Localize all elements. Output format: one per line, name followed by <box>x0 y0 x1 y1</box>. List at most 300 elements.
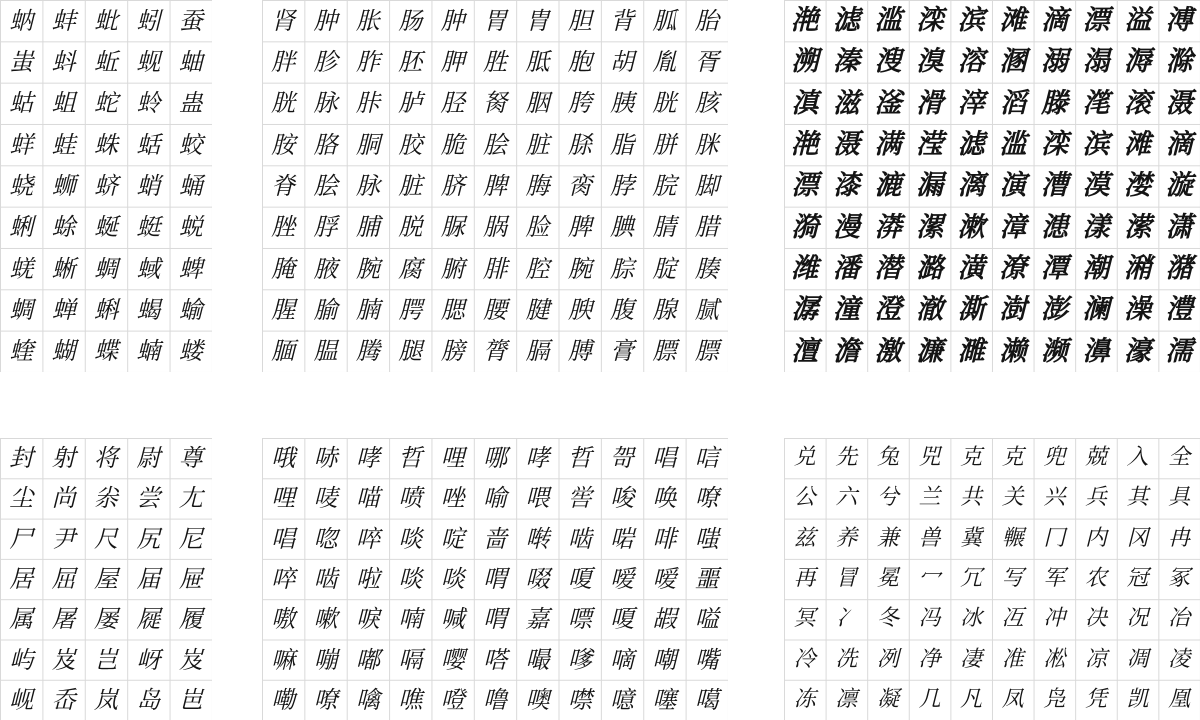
character-cell: 岚 <box>93 685 118 714</box>
character-cell: 滩 <box>999 5 1027 37</box>
character-cell: 胳 <box>313 130 338 159</box>
character-cell: 膂 <box>482 337 507 366</box>
character-cell: 尊 <box>178 444 203 473</box>
character-cell: 嘲 <box>652 645 677 674</box>
character-cell: 背 <box>610 6 635 35</box>
character-cell: 兴 <box>1043 485 1066 511</box>
character-cell: 滟 <box>791 5 819 37</box>
character-cell: 屈 <box>51 565 76 594</box>
character-cell: 凰 <box>1168 686 1191 712</box>
character-cell: 腹 <box>610 295 635 324</box>
character-cell: 滗 <box>1082 87 1110 119</box>
handwriting-sheet-water <box>784 0 1200 372</box>
character-cell: 内 <box>1084 525 1107 551</box>
character-cell: 腴 <box>567 295 592 324</box>
character-cell: 滤 <box>832 5 860 37</box>
character-cell: 履 <box>178 605 203 634</box>
character-cell: 腽 <box>313 337 338 366</box>
character-cell: 蛘 <box>9 130 34 159</box>
character-cell: 腕 <box>355 254 380 283</box>
character-cell: 蝼 <box>178 337 203 366</box>
character-cell: 冲 <box>1043 606 1066 632</box>
character-cell: 蚌 <box>51 6 76 35</box>
character-cell: 胚 <box>398 47 423 76</box>
character-cell: 膀 <box>440 337 465 366</box>
character-cell: 屿 <box>9 645 34 674</box>
character-cell: 唤 <box>652 484 677 513</box>
character-cell: 尻 <box>136 524 161 553</box>
character-cell: 滤 <box>957 129 985 161</box>
character-cell: 冥 <box>793 606 816 632</box>
character-cell: 胰 <box>610 89 635 118</box>
character-cell: 喂 <box>525 484 550 513</box>
character-cell: 蜕 <box>178 213 203 242</box>
character-cell: 溥 <box>1165 5 1193 37</box>
character-cell: 凡 <box>960 686 983 712</box>
character-cell: 蜓 <box>136 213 161 242</box>
character-cell: 漂 <box>791 170 819 202</box>
character-cell: 蜊 <box>9 213 34 242</box>
character-cell: 嗽 <box>313 605 338 634</box>
character-cell: 克 <box>960 445 983 471</box>
character-cell: 喟 <box>482 605 507 634</box>
character-cell: 滥 <box>874 5 902 37</box>
character-cell: 蛇 <box>93 89 118 118</box>
character-cell: 岌 <box>51 645 76 674</box>
character-cell: 脱 <box>398 213 423 242</box>
character-cell: 哲 <box>567 444 592 473</box>
character-cell: 潞 <box>916 253 944 285</box>
character-cell: 冢 <box>1168 566 1191 592</box>
character-cell: 脾 <box>482 171 507 200</box>
character-cell: 哲 <box>398 444 423 473</box>
character-cell: 蛆 <box>51 89 76 118</box>
character-cell: 六 <box>835 485 858 511</box>
character-cell: 公 <box>793 485 816 511</box>
character-cell: 腑 <box>440 254 465 283</box>
character-cell: 岌 <box>178 645 203 674</box>
character-cell: 哦 <box>271 444 296 473</box>
character-cell: 胴 <box>355 130 380 159</box>
character-cell: 腚 <box>652 254 677 283</box>
character-cell: 啖 <box>398 524 423 553</box>
character-cell: 冉 <box>1168 525 1191 551</box>
character-cell: 溺 <box>1040 46 1068 78</box>
character-cell: 唑 <box>440 484 465 513</box>
character-cell: 漏 <box>916 170 944 202</box>
character-cell: 岙 <box>51 685 76 714</box>
character-cell: 啖 <box>398 565 423 594</box>
character-cell: 澶 <box>791 335 819 367</box>
character-cell: 兵 <box>1084 485 1107 511</box>
character-cell: 胙 <box>355 47 380 76</box>
character-cell: 嘹 <box>313 685 338 714</box>
character-cell: 冰 <box>960 606 983 632</box>
character-cell: 其 <box>1126 485 1149 511</box>
character-cell: 漂 <box>1082 5 1110 37</box>
character-cell: 滠 <box>1165 87 1193 119</box>
character-cell: 蛲 <box>9 171 34 200</box>
character-cell: 溯 <box>791 46 819 78</box>
character-cell: 澧 <box>1165 294 1193 326</box>
character-cell: 唿 <box>313 524 338 553</box>
character-cell: 蝉 <box>51 295 76 324</box>
character-cell: 几 <box>918 686 941 712</box>
character-cell: 噻 <box>652 685 677 714</box>
character-cell: 屣 <box>136 605 161 634</box>
character-cell: 嘌 <box>567 605 592 634</box>
character-cell: 胝 <box>525 47 550 76</box>
character-cell: 喵 <box>355 484 380 513</box>
character-cell: 漩 <box>1165 170 1193 202</box>
character-cell: 冂 <box>1043 525 1066 551</box>
character-cell: 漕 <box>1040 170 1068 202</box>
character-cell: 军 <box>1043 566 1066 592</box>
character-cell: 凋 <box>1126 646 1149 672</box>
character-cell: 胀 <box>355 6 380 35</box>
character-cell: 嘏 <box>652 605 677 634</box>
character-cell: 哧 <box>313 444 338 473</box>
character-cell: 腌 <box>271 254 296 283</box>
character-cell: 滥 <box>999 129 1027 161</box>
character-cell: 腺 <box>652 295 677 324</box>
handwriting-sheet-misc <box>784 438 1200 720</box>
character-cell: 澎 <box>1040 294 1068 326</box>
character-cell: 嘣 <box>313 645 338 674</box>
character-cell: 嘞 <box>271 685 296 714</box>
character-cell: 唁 <box>694 444 719 473</box>
character-cell: 胡 <box>610 47 635 76</box>
character-cell: 腭 <box>398 295 423 324</box>
character-cell: 滏 <box>874 87 902 119</box>
character-cell: 溷 <box>999 46 1027 78</box>
character-cell: 澈 <box>916 294 944 326</box>
character-cell: 尸 <box>9 524 34 553</box>
character-cell: 脚 <box>694 171 719 200</box>
character-cell: 嗳 <box>652 565 677 594</box>
character-cell: 滓 <box>957 87 985 119</box>
character-cell: 蚍 <box>93 6 118 35</box>
character-cell: 兮 <box>876 485 899 511</box>
character-cell: 冽 <box>876 646 899 672</box>
character-cell: 胺 <box>271 130 296 159</box>
character-cell: 噔 <box>440 685 465 714</box>
character-cell: 胫 <box>440 89 465 118</box>
character-cell: 膘 <box>652 337 677 366</box>
character-cell: 腾 <box>355 337 380 366</box>
character-cell: 岜 <box>178 685 203 714</box>
character-cell: 哮 <box>355 444 380 473</box>
character-cell: 蛄 <box>9 89 34 118</box>
character-cell: 屠 <box>51 605 76 634</box>
character-cell: 岂 <box>93 645 118 674</box>
character-cell: 演 <box>999 170 1027 202</box>
character-cell: 冱 <box>1001 606 1024 632</box>
character-cell: 濂 <box>916 335 944 367</box>
character-cell: 啮 <box>313 565 338 594</box>
character-cell: 蜩 <box>93 254 118 283</box>
character-cell: 潲 <box>1124 253 1152 285</box>
character-cell: 蜥 <box>51 254 76 283</box>
character-cell: 兢 <box>1084 445 1107 471</box>
character-cell: 腐 <box>398 254 423 283</box>
character-cell: 漤 <box>1124 170 1152 202</box>
character-cell: 潮 <box>1082 253 1110 285</box>
character-cell: 写 <box>1001 566 1024 592</box>
character-cell: 兑 <box>793 445 816 471</box>
handwriting-sheet-mouth <box>262 438 728 720</box>
character-cell: 脆 <box>440 130 465 159</box>
character-cell: 漉 <box>874 170 902 202</box>
character-cell: 凛 <box>835 686 858 712</box>
character-cell: 射 <box>51 444 76 473</box>
character-cell: 蛳 <box>51 171 76 200</box>
character-cell: 澜 <box>1082 294 1110 326</box>
character-cell: 冫 <box>835 606 858 632</box>
character-cell: 尉 <box>136 444 161 473</box>
character-cell: 嗄 <box>567 565 592 594</box>
character-cell: 脶 <box>482 213 507 242</box>
character-cell: 胍 <box>652 6 677 35</box>
character-cell: 胤 <box>652 47 677 76</box>
character-cell: 蛸 <box>136 171 161 200</box>
character-cell: 滦 <box>1040 129 1068 161</box>
character-cell: 腱 <box>525 295 550 324</box>
character-cell: 蛛 <box>93 130 118 159</box>
character-cell: 啱 <box>610 524 635 553</box>
character-cell: 滋 <box>832 87 860 119</box>
character-cell: 澍 <box>999 294 1027 326</box>
character-cell: 啦 <box>355 565 380 594</box>
character-cell: 滨 <box>1082 129 1110 161</box>
character-cell: 满 <box>874 129 902 161</box>
character-cell: 噙 <box>355 685 380 714</box>
character-cell: 尺 <box>93 524 118 553</box>
character-cell: 兔 <box>876 445 899 471</box>
character-cell: 膘 <box>694 337 719 366</box>
character-cell: 养 <box>835 525 858 551</box>
character-cell: 溱 <box>832 46 860 78</box>
character-cell: 嘴 <box>694 645 719 674</box>
character-cell: 噤 <box>567 685 592 714</box>
character-cell: 啭 <box>525 524 550 553</box>
character-cell: 胱 <box>271 89 296 118</box>
character-cell: 漳 <box>999 211 1027 243</box>
character-cell: 嘟 <box>355 645 380 674</box>
character-cell: 滨 <box>957 5 985 37</box>
character-cell: 冠 <box>1126 566 1149 592</box>
character-cell: 胥 <box>694 47 719 76</box>
character-cell: 脏 <box>525 130 550 159</box>
character-cell: 漫 <box>832 211 860 243</box>
character-cell: 克 <box>1001 445 1024 471</box>
character-cell: 腓 <box>482 254 507 283</box>
character-cell: 尹 <box>51 524 76 553</box>
character-cell: 濡 <box>1165 335 1193 367</box>
character-cell: 脊 <box>271 171 296 200</box>
character-cell: 澡 <box>1124 294 1152 326</box>
character-cell: 蚩 <box>9 47 34 76</box>
character-cell: 冖 <box>918 566 941 592</box>
handwriting-sheet-roof <box>0 438 212 720</box>
character-cell: 兼 <box>876 525 899 551</box>
character-cell: 肿 <box>313 6 338 35</box>
character-cell: 脐 <box>440 171 465 200</box>
character-cell: 唱 <box>271 524 296 553</box>
character-cell: 冒 <box>835 566 858 592</box>
character-cell: 嗤 <box>694 524 719 553</box>
character-cell: 滦 <box>916 5 944 37</box>
character-cell: 冈 <box>1126 525 1149 551</box>
character-cell: 濑 <box>999 335 1027 367</box>
character-cell: 蛉 <box>136 89 161 118</box>
character-cell: 漯 <box>916 211 944 243</box>
character-cell: 唆 <box>610 484 635 513</box>
character-cell: 腊 <box>694 213 719 242</box>
character-cell: 蜍 <box>51 213 76 242</box>
handwriting-sheet-body <box>262 0 728 372</box>
character-cell: 届 <box>136 565 161 594</box>
character-cell: 滕 <box>1040 87 1068 119</box>
character-cell: 肿 <box>440 6 465 35</box>
character-cell: 腰 <box>482 295 507 324</box>
character-cell: 关 <box>1001 485 1024 511</box>
character-cell: 尜 <box>93 484 118 513</box>
character-cell: 岘 <box>9 685 34 714</box>
character-cell: 啡 <box>652 524 677 553</box>
character-cell: 噶 <box>694 685 719 714</box>
character-cell: 蛊 <box>178 89 203 118</box>
character-cell: 脞 <box>271 213 296 242</box>
character-cell: 滟 <box>791 129 819 161</box>
character-cell: 嗒 <box>482 645 507 674</box>
character-cell: 胲 <box>694 89 719 118</box>
character-cell: 冗 <box>960 566 983 592</box>
character-cell: 胱 <box>652 89 677 118</box>
character-cell: 尝 <box>136 484 161 513</box>
character-cell: 唱 <box>652 444 677 473</box>
character-cell: 蝻 <box>136 337 161 366</box>
character-cell: 胶 <box>398 130 423 159</box>
character-cell: 喃 <box>398 605 423 634</box>
character-cell: 脢 <box>525 171 550 200</box>
character-cell: 胼 <box>652 130 677 159</box>
character-cell: 兕 <box>918 445 941 471</box>
character-cell: 腮 <box>440 295 465 324</box>
character-cell: 哪 <box>482 444 507 473</box>
character-cell: 胖 <box>271 47 296 76</box>
character-cell: 喷 <box>398 484 423 513</box>
character-cell: 漓 <box>957 170 985 202</box>
character-cell: 溲 <box>874 46 902 78</box>
character-cell: 蜣 <box>9 254 34 283</box>
character-cell: 濞 <box>1082 335 1110 367</box>
character-cell: 凄 <box>960 646 983 672</box>
character-cell: 濉 <box>957 335 985 367</box>
character-cell: 蛹 <box>178 171 203 200</box>
character-cell: 胞 <box>567 47 592 76</box>
character-cell: 腧 <box>313 295 338 324</box>
character-cell: 脍 <box>313 171 338 200</box>
character-cell: 腔 <box>525 254 550 283</box>
character-cell: 脲 <box>440 213 465 242</box>
character-cell: 岛 <box>136 685 161 714</box>
character-cell: 胜 <box>482 47 507 76</box>
character-cell: 哿 <box>610 444 635 473</box>
character-cell: 蜩 <box>9 295 34 324</box>
character-cell: 冼 <box>835 646 858 672</box>
character-cell: 腆 <box>610 213 635 242</box>
character-cell: 蜮 <box>136 254 161 283</box>
character-cell: 潦 <box>999 253 1027 285</box>
character-cell: 蚓 <box>136 6 161 35</box>
character-cell: 蚕 <box>178 6 203 35</box>
character-cell: 蝓 <box>178 295 203 324</box>
character-cell: 冻 <box>793 686 816 712</box>
character-cell: 肠 <box>398 6 423 35</box>
character-cell: 先 <box>835 445 858 471</box>
character-cell: 啐 <box>355 524 380 553</box>
character-cell: 溴 <box>916 46 944 78</box>
character-cell: 嘹 <box>694 484 719 513</box>
character-cell: 脔 <box>567 171 592 200</box>
character-cell: 脾 <box>567 213 592 242</box>
character-cell: 噢 <box>525 685 550 714</box>
character-cell: 噜 <box>482 685 507 714</box>
character-cell: 漱 <box>957 211 985 243</box>
character-cell: 具 <box>1168 485 1191 511</box>
character-cell: 全 <box>1168 445 1191 471</box>
character-cell: 嘛 <box>271 645 296 674</box>
character-cell: 蚬 <box>136 47 161 76</box>
character-cell: 净 <box>918 646 941 672</box>
character-cell: 啬 <box>482 524 507 553</box>
character-cell: 腠 <box>694 254 719 283</box>
character-cell: 蛴 <box>93 171 118 200</box>
character-cell: 蜱 <box>178 254 203 283</box>
character-cell: 澌 <box>957 294 985 326</box>
character-cell: 尢 <box>178 484 203 513</box>
character-cell: 哩 <box>271 484 296 513</box>
character-cell: 尼 <box>178 524 203 553</box>
character-cell: 蝶 <box>93 337 118 366</box>
character-cell: 冁 <box>1001 525 1024 551</box>
character-cell: 属 <box>9 605 34 634</box>
character-cell: 嘬 <box>525 645 550 674</box>
character-cell: 嗌 <box>694 605 719 634</box>
character-cell: 胎 <box>694 6 719 35</box>
character-cell: 潆 <box>1124 211 1152 243</box>
character-cell: 凝 <box>876 686 899 712</box>
character-cell: 胆 <box>567 6 592 35</box>
character-cell: 潺 <box>791 294 819 326</box>
character-cell: 凫 <box>1043 686 1066 712</box>
character-cell: 胪 <box>398 89 423 118</box>
character-cell: 冕 <box>876 566 899 592</box>
character-cell: 腕 <box>567 254 592 283</box>
character-cell: 居 <box>9 565 34 594</box>
character-cell: 唳 <box>355 605 380 634</box>
character-cell: 啶 <box>440 524 465 553</box>
character-cell: 啐 <box>271 565 296 594</box>
character-cell: 唛 <box>313 484 338 513</box>
character-cell: 蜒 <box>93 213 118 242</box>
character-cell: 腋 <box>313 254 338 283</box>
character-cell: 腿 <box>398 337 423 366</box>
character-cell: 滠 <box>832 129 860 161</box>
character-cell: 脍 <box>482 130 507 159</box>
character-cell: 脖 <box>610 171 635 200</box>
